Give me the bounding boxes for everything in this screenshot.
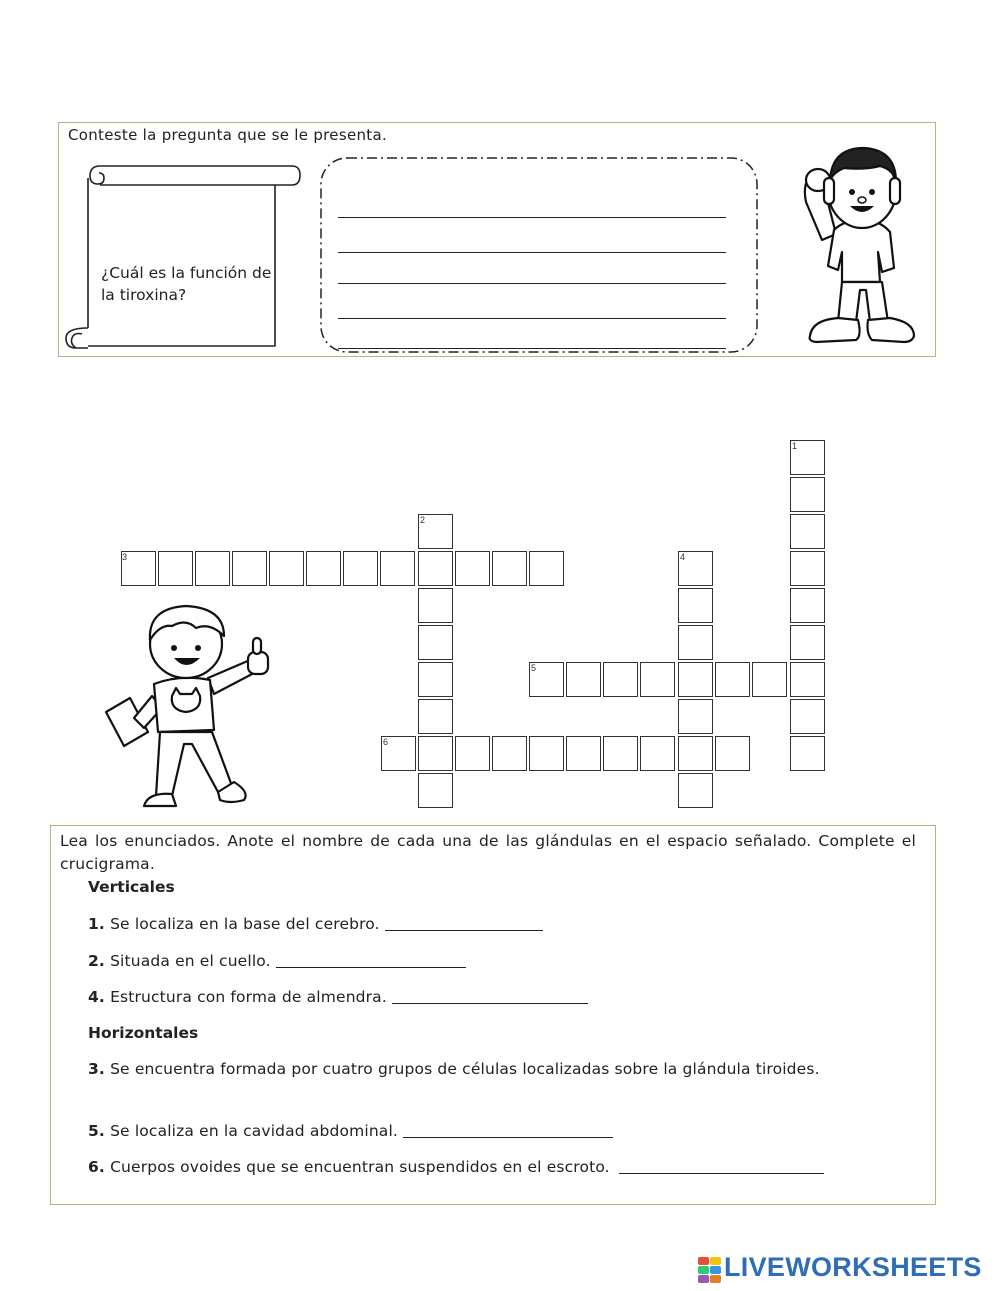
- crossword-cell[interactable]: [790, 551, 825, 586]
- scroll-icon: [60, 158, 305, 353]
- crossword-cell[interactable]: [418, 662, 453, 697]
- crossword-cell[interactable]: [790, 699, 825, 734]
- crossword-cell[interactable]: [603, 662, 638, 697]
- crossword-cell[interactable]: [418, 773, 453, 808]
- crossword-cell[interactable]: [418, 588, 453, 623]
- crossword-cell[interactable]: [232, 551, 267, 586]
- instructions-text: Lea los enunciados. Anote el nombre de cada una de las glándulas en el espacio señalado. Complete el crucigrama.: [60, 832, 916, 873]
- clue-number: 2.: [88, 952, 105, 970]
- clue-text: Estructura con forma de almendra.: [110, 988, 387, 1006]
- crossword-cell[interactable]: [715, 662, 750, 697]
- clue-6: [88, 1157, 824, 1176]
- crossword-cell[interactable]: [640, 662, 675, 697]
- crossword-cell[interactable]: [418, 625, 453, 660]
- cell-number: 3: [122, 552, 128, 562]
- clue-3: [88, 1060, 820, 1078]
- crossword-cell[interactable]: [418, 551, 453, 586]
- crossword-cell[interactable]: [455, 551, 490, 586]
- crossword-cell[interactable]: [790, 736, 825, 771]
- answer-blank[interactable]: [88, 1080, 488, 1096]
- crossword-cell[interactable]: [492, 736, 527, 771]
- crossword-cell[interactable]: [790, 625, 825, 660]
- crossword-cell[interactable]: [418, 699, 453, 734]
- crossword-cell[interactable]: [306, 551, 341, 586]
- crossword-cell[interactable]: [158, 551, 193, 586]
- liveworksheets-logo-icon: [697, 1256, 723, 1284]
- crossword-cell[interactable]: [790, 514, 825, 549]
- answer-blank[interactable]: [392, 987, 588, 1004]
- crossword-cell[interactable]: [678, 773, 713, 808]
- clue-number: 1.: [88, 915, 105, 933]
- crossword-cell[interactable]: [752, 662, 787, 697]
- crossword-cell[interactable]: [640, 736, 675, 771]
- clue-number: 4.: [88, 988, 105, 1006]
- crossword-cell[interactable]: [418, 736, 453, 771]
- verticales-heading: Verticales: [88, 878, 175, 896]
- kid-waving-illustration: [782, 140, 922, 355]
- crossword-cell[interactable]: [529, 736, 564, 771]
- cell-number: 5: [531, 663, 537, 673]
- clue-1: [88, 914, 543, 933]
- crossword-cell[interactable]: [678, 699, 713, 734]
- answer-input[interactable]: [338, 195, 730, 349]
- clue-2: [88, 951, 466, 970]
- crossword-cell[interactable]: [566, 736, 601, 771]
- clue-text: Cuerpos ovoides que se encuentran suspendidos en el escroto.: [110, 1158, 610, 1176]
- clue-4: [88, 987, 588, 1006]
- crossword-cell[interactable]: [678, 588, 713, 623]
- clue-number: 3.: [88, 1060, 105, 1078]
- clue-text: Situada en el cuello.: [110, 952, 271, 970]
- instructions-section: [50, 825, 936, 1205]
- clue-number: 6.: [88, 1158, 105, 1176]
- clue-text: Se localiza en la cavidad abdominal.: [110, 1122, 398, 1140]
- answer-blank[interactable]: [276, 951, 466, 968]
- cell-number: 6: [383, 737, 389, 747]
- liveworksheets-logo[interactable]: LIVEWORKSHEETS: [724, 1252, 982, 1282]
- crossword-cell[interactable]: [603, 736, 638, 771]
- crossword-cell[interactable]: [455, 736, 490, 771]
- question-text: ¿Cuál es la función de la tiroxina?: [101, 264, 272, 304]
- crossword-cell[interactable]: [195, 551, 230, 586]
- clue-text: Se encuentra formada por cuatro grupos de células localizadas sobre la glándula tiroides.: [110, 1060, 820, 1078]
- crossword-cell[interactable]: [529, 551, 564, 586]
- crossword-cell[interactable]: [566, 662, 601, 697]
- clue-number: 5.: [88, 1122, 105, 1140]
- crossword-cell[interactable]: [678, 736, 713, 771]
- cell-number: 4: [680, 552, 686, 562]
- answer-blank[interactable]: [385, 914, 543, 931]
- crossword-cell[interactable]: [678, 662, 713, 697]
- crossword-cell[interactable]: [343, 551, 378, 586]
- clue-text: Se localiza en la base del cerebro.: [110, 915, 380, 933]
- question-instruction: Conteste la pregunta que se le presenta.: [68, 126, 388, 144]
- crossword-cell[interactable]: [790, 588, 825, 623]
- crossword-cell[interactable]: [790, 662, 825, 697]
- horizontales-heading: Horizontales: [88, 1024, 199, 1042]
- crossword-cell[interactable]: [380, 551, 415, 586]
- cell-number: 1: [792, 441, 798, 451]
- answer-blank[interactable]: [619, 1157, 824, 1174]
- crossword-cell[interactable]: [715, 736, 750, 771]
- crossword-cell[interactable]: [269, 551, 304, 586]
- crossword-cell[interactable]: [678, 625, 713, 660]
- cell-number: 2: [420, 515, 426, 525]
- kid-thumbs-up-illustration: [100, 600, 280, 810]
- crossword-cell[interactable]: [790, 477, 825, 512]
- crossword-cell[interactable]: [492, 551, 527, 586]
- answer-blank[interactable]: [403, 1121, 613, 1138]
- clue-5: [88, 1121, 613, 1140]
